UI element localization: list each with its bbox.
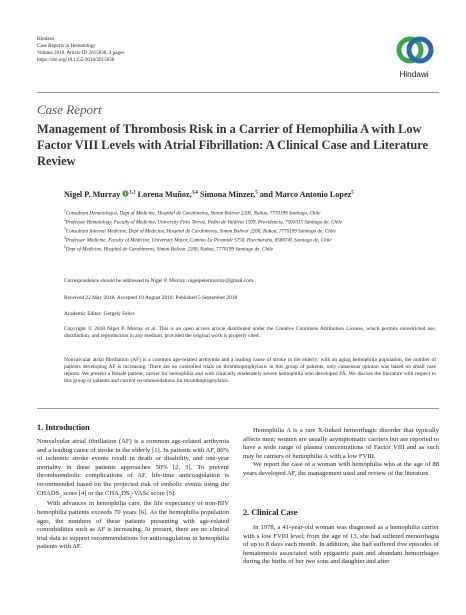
affiliation-number: 4	[64, 235, 66, 240]
affiliation-number: 1	[64, 209, 66, 213]
affiliation-text: Dept of Medicine, Hospital de Carabineros, Simon Bolivar 2200, Nuñoa, 7770199 Santiago de, Chile	[65, 246, 274, 253]
abstract: Nonvalvular atrial fibrillation (AF) is a common age-related arrthymia and a leading cause of stroke in the elderly; with an aging hemophilia population, the number of patients developing AF is increasing. There are no controlled trials on thromboprophylaxis in this group of patients, only consensus opinion was based on small case reports. We present a female patient, carrier for hemophilia and with clinically moderately severe hemophilia who developed FA. We discuss the literature with respect to this group of patients and current recommendations for thromboprophylaxis.	[64, 357, 436, 384]
abstract-divider	[37, 408, 439, 409]
subscript: 2	[118, 492, 122, 498]
header-divider	[37, 92, 439, 93]
text-run: Nonvalvular atrial fibrillation (AF) is a common age-related arrthymia and a leading cause of stroke in the elderly [1]. In patients with AF, 80% of ischemic stroke events result in death or disability, and one-year mortality in these patients approaches 50% [2, 3]. To prevent thromboembolic complications of AF, life-time anticoagulation is recommended based on the projected risk of embolic events using the CHADS	[37, 438, 229, 497]
author-sup: 1,2	[129, 190, 136, 196]
affiliation	[64, 217, 436, 226]
author-list	[64, 190, 444, 199]
author-sup: 5	[255, 190, 258, 196]
affiliation	[64, 244, 436, 253]
right-column-text	[243, 427, 439, 479]
text-run: score [4] or the CHA	[61, 489, 119, 497]
affiliations	[64, 208, 436, 253]
affiliation-number: 2	[64, 217, 66, 222]
affiliation-text: Professor Hematology, Faculty of Medicine, University Finis Terrae, Pedro de Valdivia 1509, Providencia, 7501015 Santiago de, Chile	[65, 219, 343, 226]
copyright-notice: Copyright © 2018 Nigel P. Murray et al. This is an open access article distributed under the Creative Commons Attribution License, which permits unrestricted use, distribution, and reproduction in any medium, provided the original work is properly cited.	[64, 326, 436, 339]
author-sup: 5	[351, 190, 354, 196]
affiliation-text: Consultant Internal Medicine, Dept of Medicine, Hospital de Carabineros, Simon Bolivar 2200, Nuñoa, 7770199 Santiago de, Chile	[65, 228, 336, 235]
journal-header	[37, 36, 124, 64]
affiliation-text: Consultant Hematologist, Dept of Medicine, Hospital de Carabineros, Simon Bolivar 2200, Nuñoa, 7770199 Santiago, Chile	[65, 210, 321, 217]
introduction-text	[37, 438, 229, 552]
article-title: Management of Thrombosis Risk in a Carrier of Hemophilia A with Low Factor VIII Levels with Atrial Fibrillation: A Clinical Case and Literature Review	[37, 122, 428, 168]
author-name: Lorena Muñoz,	[137, 190, 192, 199]
affiliation	[64, 208, 436, 217]
paragraph: Hemophilia A is a rare X-linked hemorrhagic disorder that typically affects men; women are usually asymptomatic carriers but are reported to have a wide range of plasma concentrations of Factor VIII and as such may be carriers of hemophilia A with a low FVIII.	[243, 427, 439, 460]
affiliation-number: 3	[64, 226, 66, 231]
article-type: Case Report	[37, 102, 102, 117]
paragraph: In 1978, a 41-year-old woman was diagnosed as a hemophilia carrier with a low FVIII level; from the age of 13, she had suffered menorrhagia of up to 8 days each month. In addition, she had suffered five episodes of hematemesis associated with epigastric pain and abundant hemorrhages during the births of her two sons and daughter and after	[243, 524, 439, 566]
clinical-case-heading: 2. Clinical Case	[243, 508, 298, 517]
author-name: Simona Minzer,	[199, 190, 256, 199]
affiliation-text: Professor Medicine, Faculty of Medicine, University Mayor, Camino La Piramide 5750, Huechuraba, 8580745 Santiago de, Chile	[65, 237, 332, 244]
subscript: 2	[59, 492, 62, 498]
author-name: and Marco Antonio Lopez	[259, 190, 352, 199]
subscript: 2	[129, 492, 132, 498]
doi-link[interactable]: https://doi.org/10.1155/2018/2615838	[37, 57, 115, 63]
affiliation	[64, 235, 436, 244]
introduction-heading: 1. Introduction	[37, 423, 90, 432]
author-name: Nigel P. Murray	[64, 190, 121, 199]
affiliation	[64, 226, 436, 235]
paragraph: We report the case of a woman with hemophilia who at the age of 88 years developed AF, the management used and review of the literature.	[243, 461, 439, 477]
publisher-logo-word: Hindawi	[399, 70, 429, 79]
article-dates: Received 22 May 2018; Accepted 19 August 2018; Published 5 September 2018	[64, 295, 238, 301]
affiliation-number: 5	[64, 244, 66, 249]
journal-name: Hindawi	[37, 36, 55, 42]
volume-line: Volume 2018, Article ID 2615838, 4 pages	[37, 50, 125, 56]
paragraph: With advances in hemophilia care, the life expectancy of non-HIV hemophilia patients exceeds 70 years [6]. As the hemophilia population ages, the numbers of these patients presenting with age-related comorbidities such as AF is increasing. At present, there are no clinical trial data to support recommendations for anticoagulation in hemophilia patients with AF.	[37, 500, 229, 551]
correspondence: Correspondence should be addressed to Nigel P. Murray; nigelpetermurray@gmail.com	[64, 278, 254, 284]
author-sup: 3,4	[191, 190, 198, 196]
svg-text:i: i	[125, 192, 127, 197]
academic-editor: Academic Editor: Gergely Feher	[64, 311, 135, 317]
paragraph	[37, 438, 229, 500]
text-run: -VASc score [5].	[131, 489, 176, 497]
text-run: DS	[121, 489, 130, 497]
clinical-case-text	[243, 524, 439, 612]
journal-title: Case Reports in Hematology	[37, 43, 96, 49]
